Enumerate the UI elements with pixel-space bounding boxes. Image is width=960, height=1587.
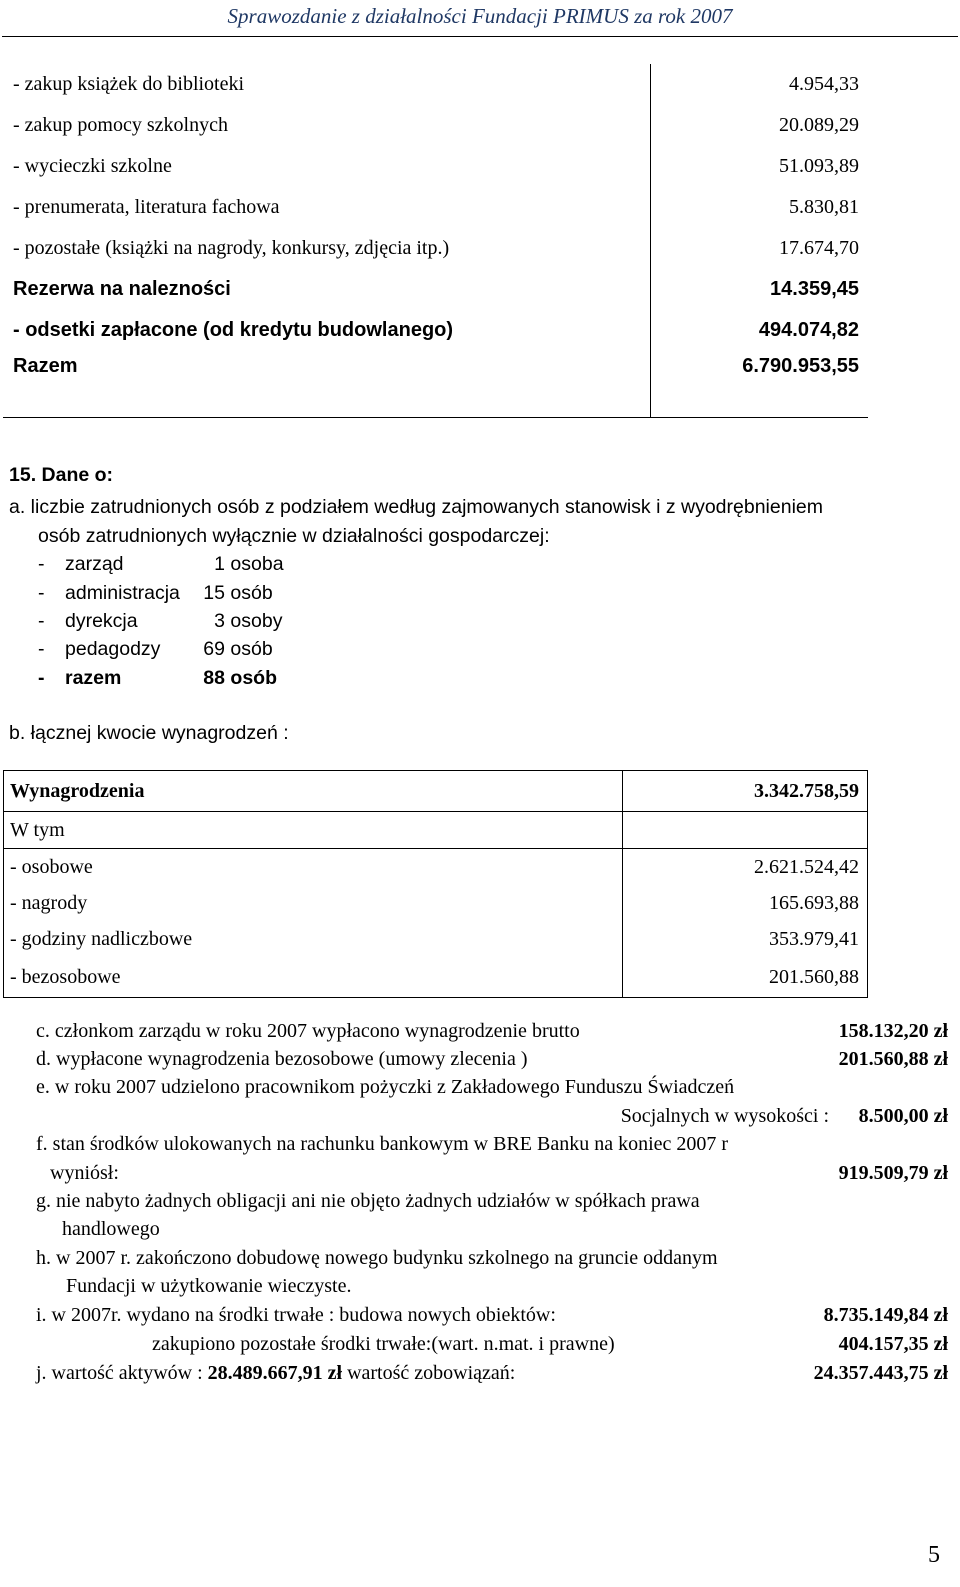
employee-row bbox=[38, 610, 282, 633]
table-row bbox=[3, 105, 868, 146]
position-name: dyrekcja bbox=[65, 610, 138, 632]
item-e-value: 8.500,00 zł bbox=[858, 1105, 948, 1127]
item-e-text-line2: Socjalnych w wysokości : bbox=[620, 1105, 829, 1127]
table-row bbox=[3, 228, 868, 269]
salaries-total: 3.342.758,59 bbox=[623, 771, 868, 812]
row-value: 5.830,81 bbox=[651, 187, 869, 228]
position-count: 3 bbox=[214, 610, 225, 632]
item-a-line1: a. liczbie zatrudnionych osób z podziałem według zajmowanych stanowisk i z wyodrębnieniem bbox=[9, 496, 823, 518]
liabilities-value: 24.357.443,75 zł bbox=[813, 1362, 948, 1384]
table-row bbox=[3, 269, 868, 310]
header-divider bbox=[2, 36, 958, 37]
position-count: 15 bbox=[203, 582, 225, 604]
position-unit: osób bbox=[230, 638, 273, 660]
row-label: - odsetki zapłacone (od kredytu budowlanego) bbox=[13, 319, 454, 341]
table-row-total bbox=[3, 351, 868, 418]
table-row bbox=[4, 771, 868, 812]
item-i-value1: 8.735.149,84 zł bbox=[823, 1304, 948, 1326]
row-value: 201.560,88 bbox=[623, 957, 868, 998]
item-f-text-line2: wyniósł: bbox=[50, 1162, 119, 1184]
table-row bbox=[3, 64, 868, 105]
assets-value: 28.489.667,91 zł bbox=[207, 1362, 343, 1384]
position-unit: osób bbox=[230, 582, 273, 604]
row-label: - zakup książek do biblioteki bbox=[13, 73, 245, 95]
row-label: Rezerwa na nalezności bbox=[13, 278, 231, 300]
row-value: 14.359,45 bbox=[651, 269, 869, 310]
salaries-table bbox=[3, 770, 868, 998]
row-value: 2.621.524,42 bbox=[623, 849, 868, 886]
position-unit: osoby bbox=[230, 610, 283, 632]
position-name: zarząd bbox=[65, 553, 124, 575]
table-row bbox=[3, 187, 868, 228]
table-row bbox=[3, 146, 868, 187]
salaries-title: Wynagrodzenia bbox=[4, 771, 623, 812]
assets-label: j. wartość aktywów : bbox=[36, 1362, 203, 1384]
position-count: 88 bbox=[203, 667, 225, 689]
item-f-text-line1: f. stan środków ulokowanych na rachunku bankowym w BRE Banku na koniec 2007 r bbox=[36, 1133, 729, 1155]
row-label: - zakup pomocy szkolnych bbox=[13, 114, 228, 136]
expenses-table bbox=[3, 64, 868, 418]
row-value: 17.674,70 bbox=[651, 228, 869, 269]
row-label: - godziny nadliczbowe bbox=[10, 927, 193, 950]
item-i-text-line2: zakupiono pozostałe środki trwałe:(wart. n.mat. i prawne) bbox=[152, 1333, 615, 1355]
row-value: 165.693,88 bbox=[623, 885, 868, 921]
row-value: 353.979,41 bbox=[623, 921, 868, 957]
bullet: - bbox=[38, 667, 45, 689]
item-h-text-line2: Fundacji w użytkowanie wieczyste. bbox=[66, 1275, 352, 1297]
employee-total-row bbox=[38, 667, 277, 690]
item-f-value: 919.509,79 zł bbox=[838, 1162, 948, 1184]
bullet: - bbox=[38, 610, 45, 632]
bullet: - bbox=[38, 582, 45, 604]
position-name: pedagodzy bbox=[65, 638, 161, 660]
item-d-value: 201.560,88 zł bbox=[838, 1048, 948, 1070]
employee-row bbox=[38, 638, 273, 661]
row-label: - wycieczki szkolne bbox=[13, 155, 172, 177]
position-count: 69 bbox=[203, 638, 225, 660]
row-label: - nagrody bbox=[10, 891, 88, 914]
bullet: - bbox=[38, 638, 45, 660]
table-row bbox=[4, 957, 868, 998]
item-i-text-line1: i. w 2007r. wydano na środki trwałe : budowa nowych obiektów: bbox=[36, 1304, 556, 1326]
row-label: - pozostałe (książki na nagrody, konkursy, zdjęcia itp.) bbox=[13, 237, 450, 259]
page-number: 5 bbox=[928, 1542, 940, 1568]
row-value: 4.954,33 bbox=[651, 64, 869, 105]
row-label: - osobowe bbox=[10, 855, 93, 878]
section-heading: 15. Dane o: bbox=[9, 464, 114, 486]
page-header: Sprawozdanie z działalności Fundacji PRIMUS za rok 2007 bbox=[227, 4, 733, 28]
table-row bbox=[4, 849, 868, 886]
row-value: 51.093,89 bbox=[651, 146, 869, 187]
item-c-text: c. członkom zarządu w roku 2007 wypłacono wynagrodzenie brutto bbox=[36, 1020, 580, 1042]
row-value: 20.089,29 bbox=[651, 105, 869, 146]
item-c-value: 158.132,20 zł bbox=[838, 1020, 948, 1042]
item-j-line bbox=[36, 1362, 515, 1385]
position-unit: osoba bbox=[230, 553, 284, 575]
table-row bbox=[4, 921, 868, 957]
position-name: administracja bbox=[65, 582, 180, 604]
item-e-text-line1: e. w roku 2007 udzielono pracownikom pożyczki z Zakładowego Funduszu Świadczeń bbox=[36, 1076, 735, 1098]
position-unit: osób bbox=[230, 667, 278, 689]
item-h-text-line1: h. w 2007 r. zakończono dobudowę nowego budynku szkolnego na gruncie oddanym bbox=[36, 1247, 718, 1269]
row-label: - prenumerata, literatura fachowa bbox=[13, 196, 280, 218]
position-count: 1 bbox=[214, 553, 225, 575]
w-tym-label: W tym bbox=[4, 812, 623, 849]
row-label: - bezosobowe bbox=[10, 965, 121, 988]
bullet: - bbox=[38, 553, 45, 575]
item-g-text-line2: handlowego bbox=[62, 1218, 160, 1240]
item-a-line2: osób zatrudnionych wyłącznie w działalności gospodarczej: bbox=[38, 525, 550, 547]
table-row bbox=[4, 885, 868, 921]
total-value: 6.790.953,55 bbox=[651, 351, 869, 418]
row-value: 494.074,82 bbox=[651, 310, 869, 351]
liabilities-label: wartość zobowiązań: bbox=[347, 1362, 516, 1384]
item-i-value2: 404.157,35 zł bbox=[838, 1333, 948, 1355]
item-d-text: d. wypłacone wynagrodzenia bezosobowe (umowy zlecenia ) bbox=[36, 1048, 528, 1070]
table-row bbox=[4, 812, 868, 849]
employee-row bbox=[38, 582, 273, 605]
empty-cell bbox=[623, 812, 868, 849]
total-label: Razem bbox=[3, 351, 651, 418]
item-b: b. łącznej kwocie wynagrodzeń : bbox=[9, 722, 289, 744]
item-g-text-line1: g. nie nabyto żadnych obligacji ani nie objęto żadnych udziałów w spółkach prawa bbox=[36, 1190, 700, 1212]
position-name: razem bbox=[65, 667, 122, 689]
table-row bbox=[3, 310, 868, 351]
employee-row bbox=[38, 553, 284, 576]
